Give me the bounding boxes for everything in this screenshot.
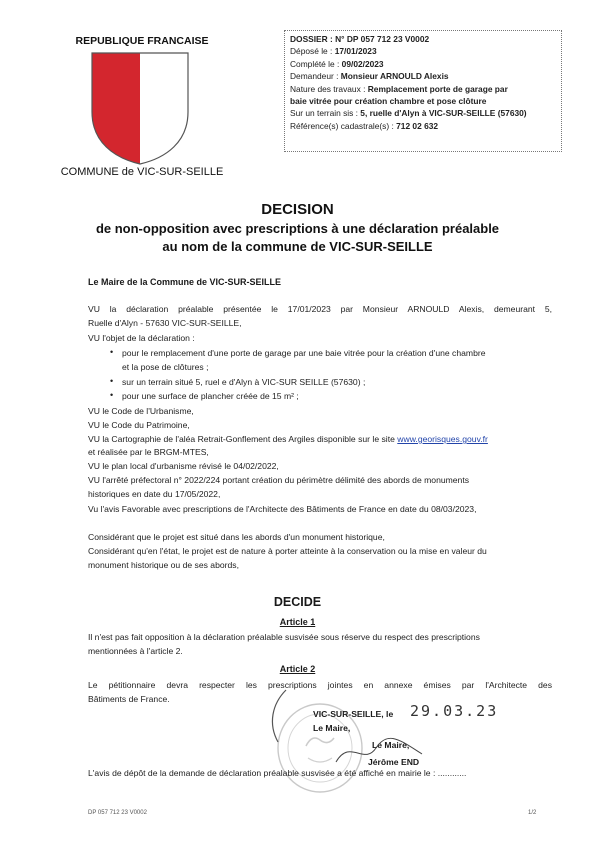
vu-cartographie: VU la Cartographie de l'aléa Retrait-Gonflement des Argiles disponible sur le site www.georisques.gouv.fr: [88, 434, 488, 444]
vu-code-urbanisme: VU le Code de l'Urbanisme,: [88, 406, 194, 416]
complete-line: Complété le : 09/02/2023: [290, 58, 384, 69]
decision-subtitle-1: de non-opposition avec prescriptions à une déclaration préalable: [95, 221, 500, 236]
vu-plu: VU le plan local d'urbanisme révisé le 04/02/2022,: [88, 461, 279, 471]
signature-le-maire-1: Le Maire,: [313, 723, 351, 733]
vu-declaration-line-1: VU la déclaration préalable présentée le 17/01/2023 par Monsieur ARNOULD Alexis, demeurant 5,: [88, 304, 552, 314]
vu-declaration-line-2: Ruelle d'Alyn - 57630 VIC-SUR-SEILLE,: [88, 318, 242, 328]
considerant-2-line-1: Considérant qu'en l'état, le projet est de nature à porter atteinte à la conservation ou la mise en valeur du: [88, 546, 487, 556]
commune-name: COMMUNE de VIC-SUR-SEILLE: [60, 166, 224, 178]
dossier-info-box: [284, 30, 562, 152]
nature-line: Nature des travaux : Remplacement porte de garage par: [290, 83, 508, 94]
commune-coat-of-arms: [88, 50, 192, 166]
demandeur-line: Demandeur : Monsieur ARNOULD Alexis: [290, 71, 449, 82]
objet-item-1-line-1: pour le remplacement d'une porte de garage par une baie vitrée pour la création d'une chambre: [122, 348, 486, 358]
vu-cartographie-cont: et réalisée par le BRGM-MTES,: [88, 447, 209, 457]
shield-left-field: [88, 50, 140, 166]
bullet-icon: •: [110, 376, 114, 386]
footer-reference: DP 057 712 23 V0002: [88, 810, 147, 816]
page-number: 1/2: [528, 810, 537, 816]
objet-item-3: pour une surface de plancher créée de 15 m² ;: [122, 391, 299, 401]
article-2-title: Article 2: [279, 664, 316, 674]
avis-affichage: L'avis de dépôt de la demande de déclaration préalable susvisée a été affiché en mairie le : ............: [88, 768, 467, 778]
vu-arrete-line-1: VU l'arrêté préfectoral n° 2022/224 portant création du périmètre délimité des abords de monuments: [88, 475, 470, 485]
objet-item-1-line-2: et la pose de clôtures ;: [122, 362, 209, 372]
considerant-2-line-2: monument historique ou de ses abords,: [88, 560, 239, 570]
cadastre-line: Référence(s) cadastrale(s) : 712 02 632: [290, 120, 439, 131]
article-1-line-2: mentionnées à l'article 2.: [88, 646, 183, 656]
shield-right-field: [140, 50, 192, 166]
article-1-line-1: Il n'est pas fait opposition à la déclaration préalable susvisée sous réserve du respect des prescriptions: [88, 632, 480, 642]
dossier-reference-line: DOSSIER : N° DP 057 712 23 V0002: [290, 34, 430, 44]
article-1-title: Article 1: [279, 617, 316, 627]
objet-item-2: sur un terrain situé 5, ruel e d'Alyn à VIC-SUR SEILLE (57630) ;: [122, 377, 366, 387]
vu-arrete-line-2: historiques en date du 17/05/2022,: [88, 489, 221, 499]
bullet-icon: •: [110, 347, 114, 357]
vu-objet: VU l'objet de la déclaration :: [88, 333, 195, 343]
considerant-1: Considérant que le projet est situé dans les abords d'un monument historique,: [88, 532, 385, 542]
vu-avis-abf: Vu l'avis Favorable avec prescriptions de l'Architecte des Bâtiments de France en date du 08/03/2023,: [88, 504, 477, 514]
article-2-line-1: Le pétitionnaire devra respecter les prescriptions jointes en annexe émises par l'Architecte des: [88, 680, 552, 690]
decide-heading: DECIDE: [273, 595, 322, 609]
bullet-icon: •: [110, 390, 114, 400]
decision-subtitle-2: au nom de la commune de VIC-SUR-SEILLE: [162, 239, 433, 254]
republique-francaise-label: REPUBLIQUE FRANCAISE: [75, 35, 209, 47]
georisques-link[interactable]: www.georisques.gouv.fr: [397, 434, 488, 444]
signature-le-maire-2: Le Maire,: [372, 740, 410, 750]
handwritten-date: 29.03.23: [410, 702, 499, 720]
signature-place: VIC-SUR-SEILLE, le: [313, 709, 394, 719]
mayor-name: Jérôme END: [368, 757, 420, 767]
decision-title: DECISION: [261, 201, 334, 218]
maire-heading: Le Maire de la Commune de VIC-SUR-SEILLE: [88, 277, 282, 287]
nature-line-cont: baie vitrée pour création chambre et pose clôture: [290, 96, 487, 107]
terrain-line: Sur un terrain sis : 5, ruelle d'Alyn à VIC-SUR-SEILLE (57630): [290, 108, 527, 119]
article-2-line-2: Bâtiments de France.: [88, 694, 170, 704]
depose-line: Déposé le : 17/01/2023: [290, 46, 377, 57]
vu-code-patrimoine: VU le Code du Patrimoine,: [88, 420, 190, 430]
